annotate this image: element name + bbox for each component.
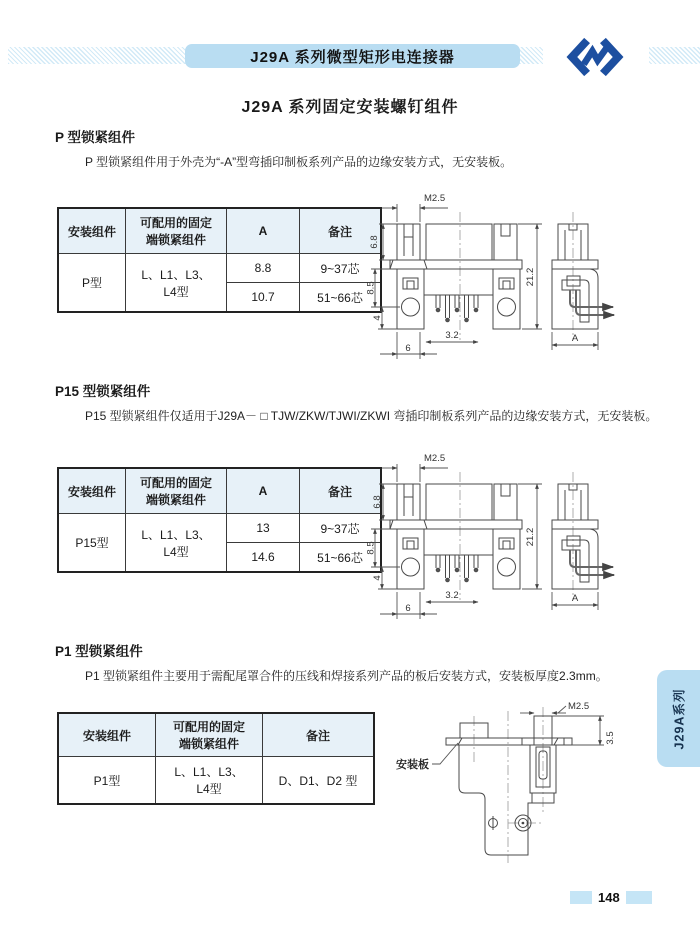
dim-label: 6 [405,343,411,354]
cell-fixed-line2: L4型 [163,284,189,299]
cell-note: 51~66芯 [300,283,382,313]
cell-fixed-line1: L、L1、L3、 [141,267,211,282]
dim-label: 3.2 [445,330,459,341]
dim-label: 8.5 [366,281,377,295]
cell-fixed-end [126,514,227,573]
col-header-fixed-line1: 可配用的固定 [139,216,212,230]
cell-a: 14.6 [227,543,300,573]
cell-note: 9~37芯 [300,254,382,283]
col-header-component: 安装组件 [58,208,126,254]
section-p-heading: P 型锁紧组件 [55,130,136,145]
dim-label: 21.2 [525,527,536,547]
col-header-note: 备注 [300,468,382,514]
col-header-component: 安装组件 [58,468,126,514]
page-number: 148 [598,890,620,905]
series-side-tab [657,670,700,767]
table-row [58,757,374,805]
brand-logo-icon [562,37,628,82]
table-header-row [58,713,374,757]
col-header-a: A [227,468,300,514]
col-header-fixed-end [156,713,263,757]
p15-type-drawing [366,442,696,637]
header-title-bar [185,44,520,68]
dim-label: 6 [405,603,411,614]
cell-fixed-line1: L、L1、L3、 [174,765,244,779]
dim-label: 4 [372,315,383,321]
cell-component: P1型 [58,757,156,805]
footer-accent-left [570,891,592,904]
page-title: J29A 系列固定安装螺钉组件 [241,99,459,116]
cell-note: 51~66芯 [300,543,382,573]
dim-label: 3.2 [445,590,459,601]
cell-component: P15型 [58,514,126,573]
section-p15-description: P15 型锁紧组件仅适用于J29A－ □ TJW/ZKW/TJWI/ZKWI 弯插印制板系列产品的边缘安装方式，无安装板。 [85,409,658,423]
col-header-note: 备注 [263,713,375,757]
dim-label: 4 [372,575,383,581]
dim-label: 6.8 [372,495,383,509]
dim-label: M2.5 [568,701,590,712]
dim-label: 8.5 [366,541,377,555]
table-row [58,254,381,283]
section-p1-description: P1 型锁紧组件主要用于需配尾罩合件的压线和焊接系列产品的板后安装方式，安装板厚度2.3mm。 [85,669,608,683]
cell-fixed-end [156,757,263,805]
dim-label: A [571,333,579,344]
p15-type-table [57,467,382,573]
cell-a: 8.8 [227,254,300,283]
col-header-a: A [227,208,300,254]
col-header-fixed-line2: 端锁紧组件 [178,737,239,751]
cell-note: D、D1、D2 型 [263,757,375,805]
p1-type-drawing [382,683,640,893]
cell-fixed-line2: L4型 [196,782,222,796]
col-header-fixed-line1: 可配用的固定 [139,476,212,490]
mounting-plate-label: 安装板 [396,759,429,771]
dim-label: M2.5 [424,453,446,464]
table-row [58,514,381,543]
col-header-note: 备注 [300,208,382,254]
col-header-fixed-line2: 端锁紧组件 [145,233,206,247]
cell-component: P型 [58,254,126,313]
section-p15-heading: P15 型锁紧组件 [55,384,151,399]
cell-a: 10.7 [227,283,300,313]
dim-label: A [571,593,579,604]
series-side-tab-label: J29A系列 [672,688,687,749]
footer-accent-right [626,891,652,904]
p-type-table [57,207,382,313]
cell-a: 13 [227,514,300,543]
col-header-fixed-end [126,468,227,514]
col-header-component: 安装组件 [58,713,156,757]
dim-label: 3.5 [605,731,616,745]
cell-fixed-line1: L、L1、L3、 [141,527,211,542]
cell-fixed-end [126,254,227,313]
table-header-row [58,468,381,514]
cell-fixed-line2: L4型 [163,544,189,559]
dim-label: M2.5 [424,193,446,204]
col-header-fixed-line2: 端锁紧组件 [145,493,206,507]
page-footer [570,891,652,904]
col-header-fixed-end [126,208,227,254]
section-p1-heading: P1 型锁紧组件 [55,644,143,659]
col-header-fixed-line1: 可配用的固定 [172,720,245,734]
dim-label: 21.2 [525,267,536,287]
p1-type-table [57,712,375,805]
cell-note: 9~37芯 [300,514,382,543]
header-title: J29A 系列微型矩形电连接器 [250,48,455,66]
p-type-drawing [366,182,696,377]
dim-label: 6.8 [369,235,380,249]
section-p-description: P 型锁紧组件用于外壳为“-A”型弯插印制板系列产品的边缘安装方式，无安装板。 [85,155,513,169]
table-header-row [58,208,381,254]
